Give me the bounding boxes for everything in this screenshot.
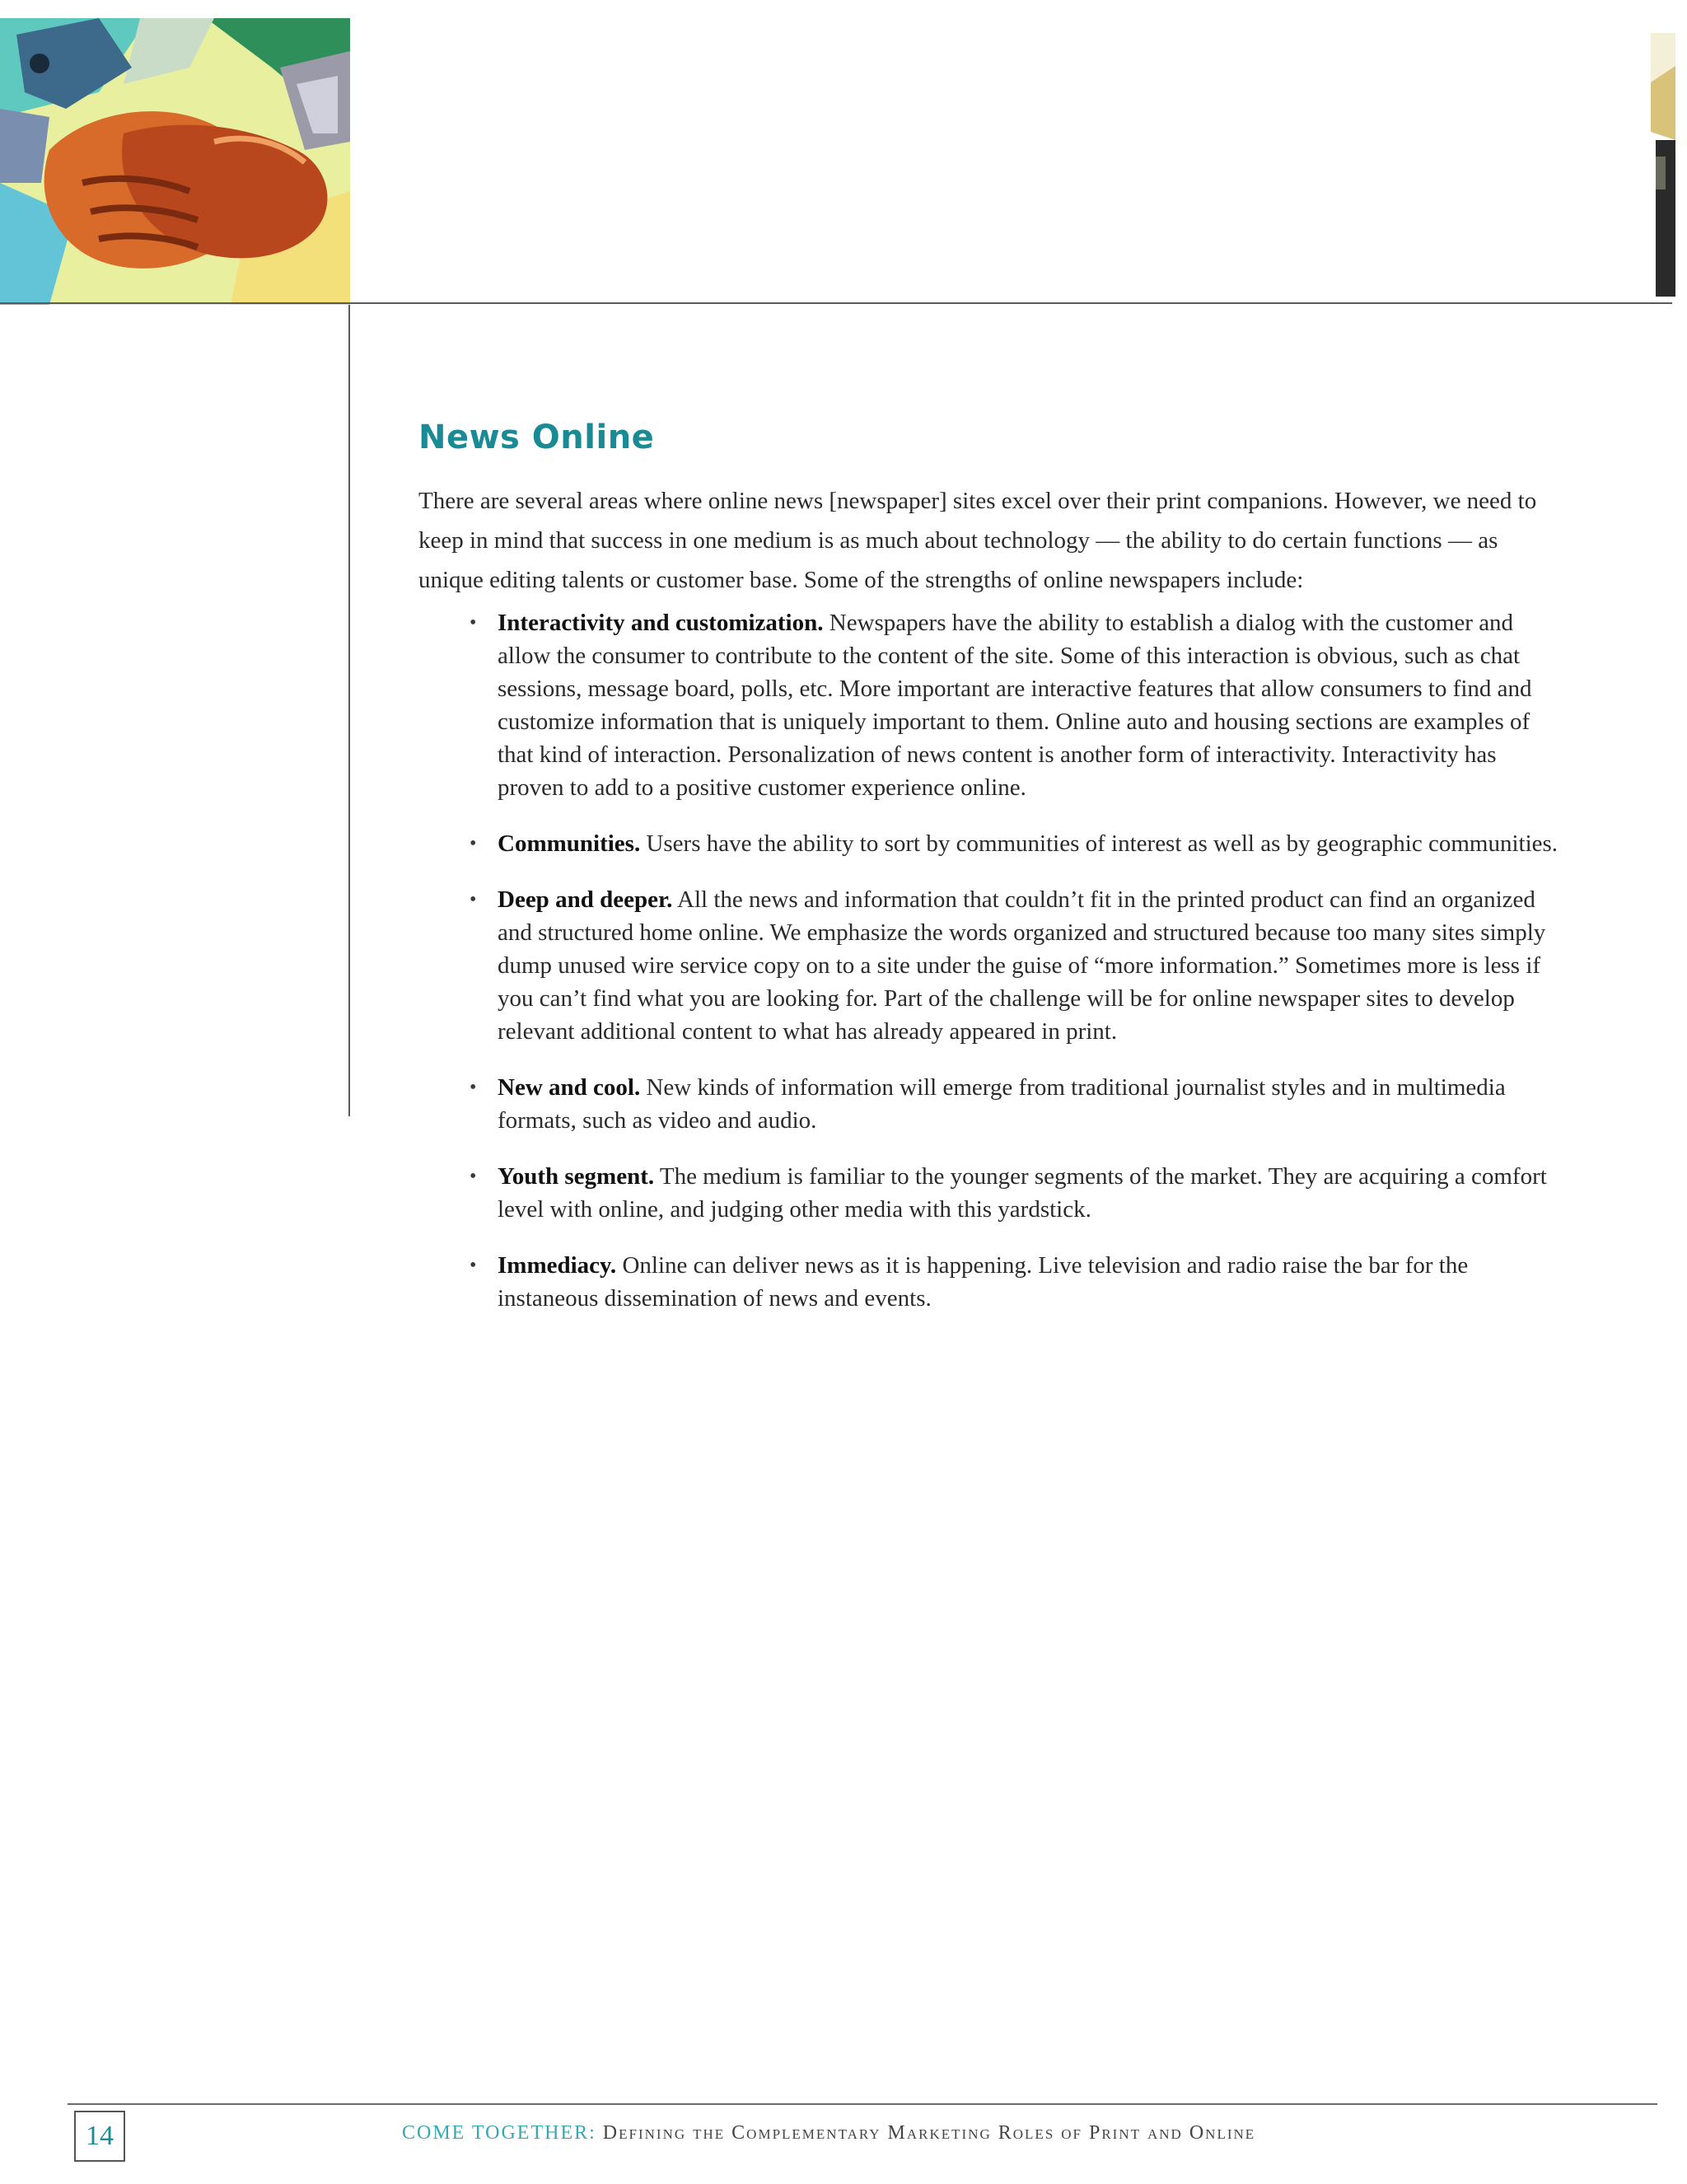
list-item-title: Interactivity and customization. — [498, 610, 824, 636]
list-item-title: Communities. — [498, 830, 641, 857]
list-item-body: All the news and information that couldn’t fit in the printed product can find an organized and structured home online. We emphasize the words organized and structured because too many sites simply dump unused wire service copy on to a site under the guise of “more information.” Sometimes more is less if you can’t find what you are looking for. Part of the challenge will be for online newspaper sites to develop relevant additional content to what has already appeared in print. — [498, 886, 1546, 1045]
article — [418, 419, 1558, 1338]
list-item-body: The medium is familiar to the younger segments of the market. They are acquiring a comfort level with online, and judging other media with this yardstick. — [498, 1163, 1547, 1223]
footer-rule — [68, 2103, 1657, 2105]
footer-subtitle: Defining the Complementary Marketing Roles of Print and Online — [596, 2122, 1256, 2144]
strengths-list — [418, 606, 1560, 1315]
margin-rule — [348, 305, 350, 1116]
list-item — [498, 883, 1560, 1048]
handshake-illustration — [0, 18, 350, 305]
list-item-title: Youth segment. — [498, 1163, 655, 1190]
list-item-body: Online can deliver news as it is happening. Live television and radio raise the bar for the instaneous dissemination of news and events. — [498, 1252, 1469, 1312]
header-rule — [0, 302, 1672, 304]
list-item — [498, 1160, 1560, 1226]
running-footer — [402, 2122, 1255, 2144]
list-item-body: Newspapers have the ability to establish a dialog with the customer and allow the consumer to contribute to the content of the site. Some of this interaction is obvious, such as chat sessions, message board, polls, etc. More important are interactive features that allow consumers to find and customize information that is uniquely important to them. Online auto and housing sections are examples of that kind of interaction. Personalization of news content is another form of interactivity. Interactivity has proven to add to a positive customer experience online. — [498, 610, 1532, 801]
list-item-body: New kinds of information will emerge from traditional journalist styles and in multimedia formats, such as video and audio. — [498, 1074, 1506, 1134]
footer-brand: COME TOGETHER: — [402, 2122, 596, 2144]
list-item-body: Users have the ability to sort by communities of interest as well as by geographic communities. — [640, 830, 1558, 857]
list-item — [498, 827, 1560, 860]
list-item — [498, 606, 1560, 804]
list-item-title: Immediacy. — [498, 1252, 617, 1279]
page-number: 14 — [74, 2111, 125, 2162]
list-item-title: New and cool. — [498, 1074, 641, 1101]
list-item — [498, 1071, 1560, 1137]
handshake-icon — [0, 18, 350, 305]
intro-paragraph: There are several areas where online news [newspaper] sites excel over their print companions. However, we need to keep in mind that success in one medium is as much about technology — the ability to do certain functions — as unique editing talents or customer base. Some of the strengths of online newspapers include: — [418, 488, 1537, 593]
list-item — [498, 1249, 1560, 1315]
list-item-title: Deep and deeper. — [498, 886, 673, 913]
page-edge-decoration — [1651, 33, 1675, 297]
section-heading: News Online — [418, 419, 655, 456]
